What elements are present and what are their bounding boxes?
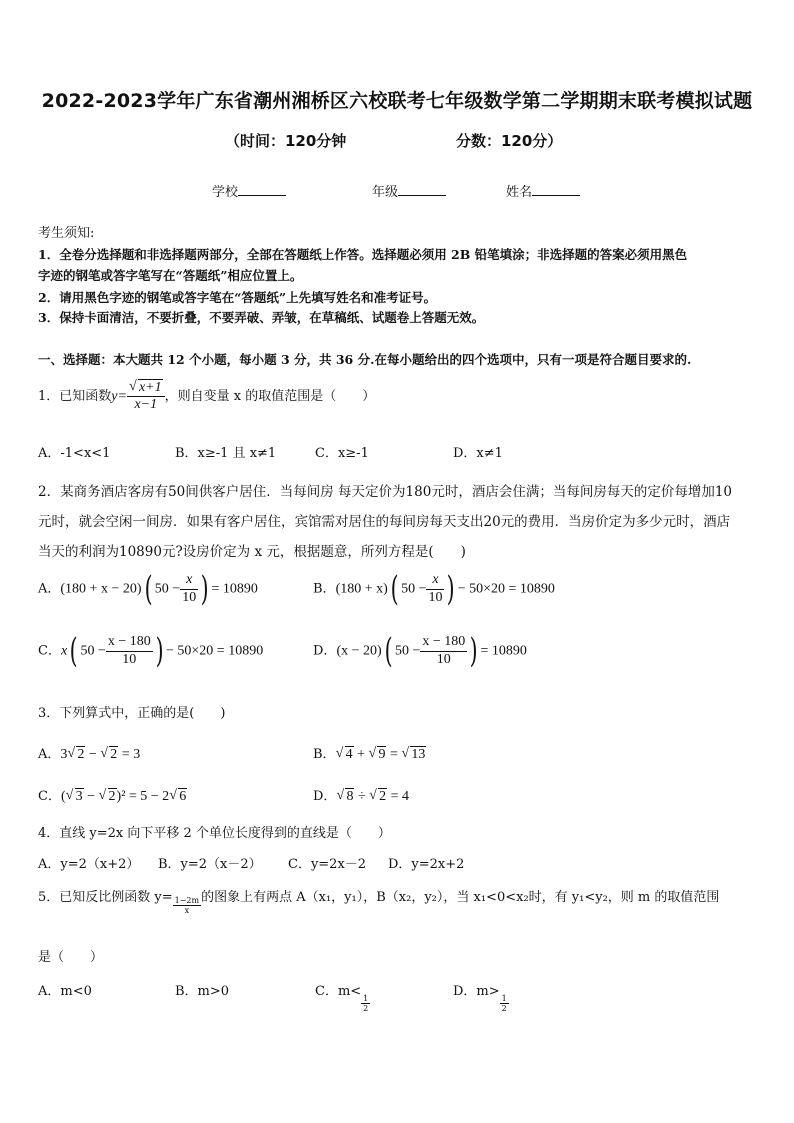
half-fraction: [500, 994, 509, 1013]
notice-item: 3．保持卡面清洁，不要折叠，不要弄破、弄皱，在草稿纸、试题卷上答题无效。: [38, 310, 485, 325]
q3-b-op: +: [353, 747, 369, 762]
sqrt-icon: [99, 789, 117, 805]
q2-c-num: x − 180: [106, 634, 153, 651]
school-blank[interactable]: [238, 183, 286, 196]
q1-numerator: x+1: [138, 380, 162, 395]
q3-c-r2: 2: [108, 789, 116, 804]
half-num: 1: [363, 993, 369, 1003]
school-field: [212, 181, 286, 200]
q5-option-d[interactable]: [453, 980, 509, 1013]
left-paren-icon: (: [69, 631, 78, 671]
half-den: 2: [363, 1004, 369, 1013]
question-1-stem: [38, 380, 375, 413]
q3-option-d[interactable]: [313, 785, 409, 805]
q2-d-label: D．: [313, 643, 337, 659]
q5-c-text: C．m<: [315, 984, 362, 999]
q2-b-right: − 50×20 = 10890: [457, 581, 555, 597]
q2-b-term: 50 −: [401, 581, 427, 597]
q2-c-label: C．: [38, 643, 61, 659]
q1-option-b[interactable]: B．x≥-1 且 x≠1: [175, 446, 277, 461]
q5-option-c[interactable]: [315, 980, 370, 1013]
q2-d-term: 50 −: [394, 643, 421, 659]
school-label: 学校: [212, 185, 239, 200]
q2-a-den: 10: [182, 589, 197, 605]
q2-d-fraction: [420, 634, 467, 667]
q3-option-b[interactable]: [313, 743, 426, 763]
sqrt-icon: [67, 747, 85, 763]
q5-d-text: D．m>: [453, 984, 500, 999]
q2-b-left: (180 + x): [335, 581, 388, 597]
sqrt-icon: [336, 747, 354, 763]
exam-time: （时间：120分钟: [225, 132, 347, 150]
q3-d-op: ÷: [354, 789, 370, 804]
q3-d-r2: 2: [379, 789, 387, 804]
q3-c-r3: 6: [179, 789, 187, 804]
half-den: 2: [501, 1004, 507, 1013]
q3-c-r1: 3: [75, 789, 83, 804]
q3-b-r3: 13: [411, 747, 426, 762]
exam-score: 分数：120分）: [456, 132, 563, 150]
q3-d-r1: 8: [346, 789, 354, 804]
q2-a-label: A．: [38, 581, 61, 597]
q3-d-eq: = 4: [387, 789, 410, 804]
q1-prefix: 1．已知函数: [38, 389, 112, 405]
q1-denominator: x−1: [134, 397, 158, 413]
q2-d-right: = 10890: [480, 643, 527, 659]
grade-blank[interactable]: [398, 183, 446, 196]
q3-b-label: B．: [313, 747, 336, 762]
q3-c-pre: (: [60, 789, 66, 804]
q2-c-term: 50 −: [80, 643, 106, 659]
notice-heading: 考生须知:: [38, 226, 95, 241]
q1-option-a[interactable]: A．-1<x<1: [38, 446, 111, 461]
grade-field: [372, 181, 446, 200]
q2-b-label: B．: [313, 581, 336, 597]
q2-b-den: 10: [428, 589, 443, 605]
question-5-line2: 是（ ）: [38, 950, 104, 965]
half-num: 1: [501, 993, 507, 1003]
q4-option-c[interactable]: C．y=2x－2: [288, 857, 367, 872]
q5-post: 的图象上有两点 A（x₁，y₁），B（x₂，y₂），当 x₁<0<x₂时，有 y₁<y₂，则 m 的取值范围: [201, 890, 720, 905]
q3-a-coef: 3: [60, 747, 68, 762]
name-blank[interactable]: [532, 183, 580, 196]
q1-fraction: [127, 380, 165, 413]
right-paren-icon: ): [447, 569, 456, 609]
exam-title: 2022-2023学年广东省潮州湘桥区六校联考七年级数学第二学期期末联考模拟试题: [41, 90, 753, 112]
q5-num: 1−2m: [174, 895, 200, 905]
q3-c-label: C．: [38, 789, 61, 804]
left-paren-icon: (: [384, 631, 393, 671]
q2-b-num: x: [426, 572, 444, 589]
sqrt-icon: [169, 789, 187, 805]
right-paren-icon: ): [469, 631, 478, 671]
sqrt-icon: [129, 380, 163, 396]
sqrt-icon: [369, 789, 387, 805]
q2-d-num: x − 180: [420, 634, 467, 651]
q2-a-num: x: [180, 572, 198, 589]
q2-option-d[interactable]: [313, 631, 527, 671]
notice-item: 1．全卷分选择题和非选择题两部分，全部在答题纸上作答。选择题必须用 2B 铅笔填涂；非选择题的答案必须用黑色: [38, 247, 688, 262]
q3-a-r1: 2: [77, 747, 85, 762]
q3-b-r2: 9: [378, 747, 386, 762]
q2-c-fraction: [106, 634, 153, 667]
left-paren-icon: (: [390, 569, 399, 609]
q4-option-d[interactable]: D．y=2x+2: [388, 857, 465, 872]
left-paren-icon: (: [144, 569, 153, 609]
sqrt-icon: [368, 747, 386, 763]
q2-a-term: 50 −: [154, 581, 181, 597]
sqrt-icon: [401, 747, 426, 763]
q4-option-b[interactable]: B．y=2（x－2）: [158, 857, 262, 872]
q3-c-op: −: [83, 789, 99, 804]
q5-den: x: [184, 906, 190, 915]
q4-option-a[interactable]: A．y=2（x+2）: [38, 857, 140, 872]
q3-b-r1: 4: [345, 747, 353, 762]
notice-item: 2．请用黑色字迹的钢笔或答字笔在“答题纸”上先填写姓名和准考证号。: [38, 290, 437, 305]
q2-c-den: 10: [122, 651, 137, 667]
q2-a-left: (180 + x − 20): [60, 581, 142, 597]
q3-option-c[interactable]: [38, 785, 187, 805]
question-3-stem: 3．下列算式中，正确的是( ): [38, 706, 226, 721]
grade-label: 年级: [372, 185, 399, 200]
q1-y: y=: [111, 389, 127, 405]
q3-a-label: A．: [38, 747, 61, 762]
q2-d-den: 10: [436, 651, 451, 667]
question-5-stem: [38, 886, 719, 915]
q3-a-eq: = 3: [118, 747, 141, 762]
name-label: 姓名: [506, 185, 533, 200]
q5-pre: 5．已知反比例函数 y=: [38, 890, 173, 905]
q3-a-op: −: [85, 747, 101, 762]
sqrt-icon: [100, 747, 118, 763]
q1-option-d[interactable]: D．x≠1: [453, 446, 503, 461]
question-2-line: 当天的利润为10890元?设房价定为 x 元，根据题意，所列方程是( ): [38, 544, 466, 560]
q2-a-fraction: [180, 572, 198, 605]
q3-b-eq: =: [386, 747, 402, 762]
q2-option-c[interactable]: [38, 631, 264, 671]
q2-a-right: = 10890: [211, 581, 258, 597]
q1-suffix: ，则自变量 x 的取值范围是（ ）: [164, 389, 376, 405]
q2-d-left: (x − 20): [336, 643, 382, 659]
right-paren-icon: ): [155, 631, 164, 671]
question-2-line: 2．某商务酒店客房有50间供客户居住．当每间房 每天定价为180元时，酒店会住满；当每间房每天的定价每增加10: [38, 484, 733, 500]
q2-c-right: − 50×20 = 10890: [166, 643, 264, 659]
q5-option-a[interactable]: A．m<0: [38, 984, 92, 999]
sqrt-icon: [336, 789, 354, 805]
q2-option-b[interactable]: [313, 569, 555, 609]
q3-a-r2: 2: [110, 747, 118, 762]
q1-option-c[interactable]: C．x≥-1: [315, 446, 369, 461]
q3-d-label: D．: [313, 789, 337, 804]
half-fraction: [361, 994, 370, 1013]
question-4-stem: 4．直线 y=2x 向下平移 2 个单位长度得到的直线是（ ）: [38, 826, 391, 841]
name-field: [506, 181, 580, 200]
q2-b-fraction: [426, 572, 444, 605]
q3-option-a[interactable]: [38, 743, 140, 763]
question-2-line: 元时，就会空闲一间房．如果有客户居住，宾馆需对居住的每间房每天支出20元的费用．当房价定为多少元时，酒店: [38, 514, 731, 530]
sqrt-icon: [66, 789, 84, 805]
q5-fraction: [173, 896, 201, 915]
right-paren-icon: ): [200, 569, 209, 609]
q2-option-a[interactable]: [38, 569, 258, 609]
section-heading: 一、选择题：本大题共 12 个小题，每小题 3 分，共 36 分.在每小题给出的四个选项中，只有一项是符合题目要求的.: [38, 352, 692, 367]
q3-c-post: )² = 5 − 2: [116, 789, 170, 804]
q5-option-b[interactable]: B．m>0: [175, 984, 230, 999]
q2-c-left: x: [60, 643, 68, 659]
notice-item: 字迹的钢笔或答字笔写在“答题纸”相应位置上。: [38, 268, 303, 283]
